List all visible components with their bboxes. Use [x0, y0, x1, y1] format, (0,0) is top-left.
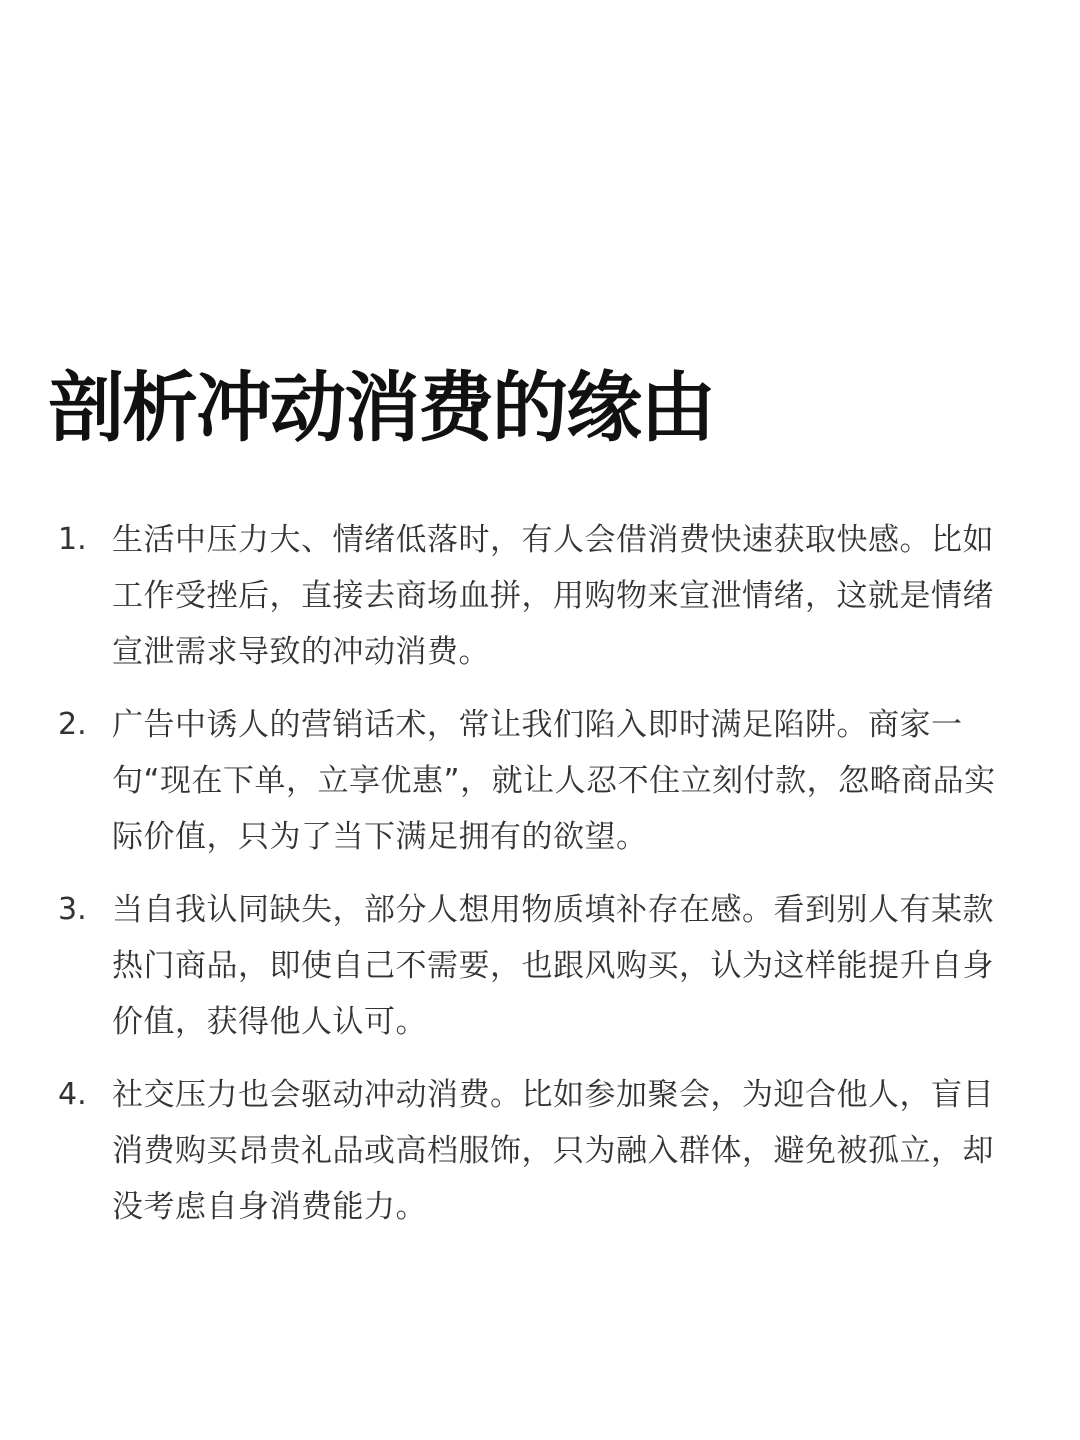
list-item	[58, 512, 1018, 680]
reasons-list	[58, 512, 1018, 1252]
list-item	[58, 1067, 1018, 1235]
list-item-number: 2.	[58, 707, 87, 742]
list-item	[58, 697, 1018, 865]
list-item-text: 当自我认同缺失，部分人想用物质填补存在感。看到别人有某款热门商品，即使自己不需要，也跟风购买，认为这样能提升自身价值，获得他人认可。	[112, 892, 994, 1040]
list-item-number: 3.	[58, 892, 87, 927]
list-item-text: 社交压力也会驱动冲动消费。比如参加聚会，为迎合他人，盲目消费购买昂贵礼品或高档服饰，只为融入群体，避免被孤立，却没考虑自身消费能力。	[112, 1077, 994, 1225]
list-item	[58, 882, 1018, 1050]
page-title: 剖析冲动消费的缘由	[48, 363, 714, 452]
list-item-text: 广告中诱人的营销话术，常让我们陷入即时满足陷阱。商家一句“现在下单，立享优惠”，就让人忍不住立刻付款，忽略商品实际价值，只为了当下满足拥有的欲望。	[112, 707, 996, 855]
list-item-number: 4.	[58, 1077, 87, 1112]
list-item-text: 生活中压力大、情绪低落时，有人会借消费快速获取快感。比如工作受挫后，直接去商场血拼，用购物来宣泄情绪，这就是情绪宣泄需求导致的冲动消费。	[112, 522, 994, 670]
list-item-number: 1.	[58, 522, 87, 557]
